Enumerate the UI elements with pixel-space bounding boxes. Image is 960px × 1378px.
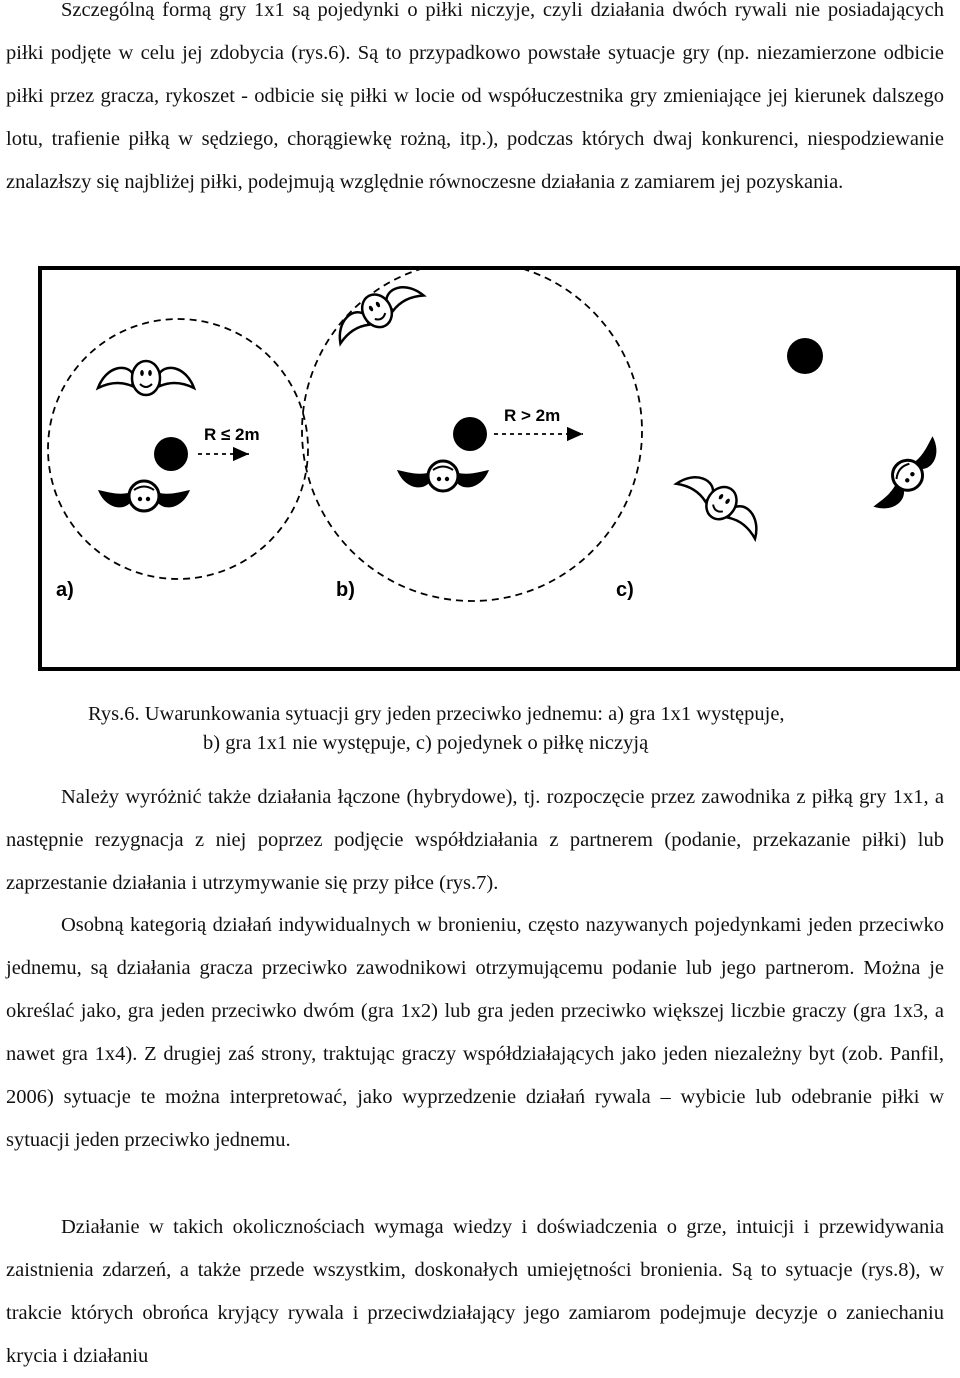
label-a: a) xyxy=(56,579,74,601)
ball-a xyxy=(154,437,188,471)
scene-b xyxy=(302,266,642,601)
paragraph-hybrid: Należy wyróżnić także działania łączone (hybrydowe), tj. rozpoczęcie przez zawodnika z piłką gry 1x1, a następnie rezygnacja z niej poprzez podjęcie współdziałania z partnerem (podanie, przekazanie piłki) lub zaprzestanie działania i utrzymywanie się przy piłce (rys.7). xyxy=(6,786,944,894)
ball-c xyxy=(787,338,823,374)
figure-rys6 xyxy=(38,266,960,671)
defender-icon-b xyxy=(397,461,489,491)
defender-icon-a xyxy=(98,481,190,511)
attacker-icon-a xyxy=(98,361,194,395)
figure-caption-line2: b) gra 1x1 nie występuje, c) pojedynek o piłkę niczyją xyxy=(203,732,649,754)
ball-b xyxy=(453,417,487,451)
label-c: c) xyxy=(616,579,634,601)
paragraph-intro: Szczególną formą gry 1x1 są pojedynki o piłki niczyje, czyli działania dwóch rywali nie posiadających piłki podjęte w celu jej zdobycia (rys.6). Są to przypadkowo powstałe sytuacje gry (np. niezamierzone odbicie piłki przez gracza, rykoszet - odbicie się piłki w locie od współuczestnika gry zmieniające jej kierunek dalszego lotu, trafienie piłką w sędziego, chorągiewkę rożną, itp.), podczas których dwaj konkurenci, niespodziewanie znalazłszy się najbliżej piłki, podejmują względnie równoczesne działania z zamiarem jej pozyskania. xyxy=(6,0,944,193)
label-b: b) xyxy=(336,579,355,601)
paragraph-defense: Osobną kategorią działań indywidualnych w bronieniu, często nazywanych pojedynkami jeden przeciwko jednemu, są działania gracza przeciwko zawodnikowi otrzymującemu podanie lub jego partnerom. Można je określać jako, gra jeden przeciwko dwóm (gra 1x2) lub gra jeden przeciwko większej liczbie graczy (gra 1x3, a nawet gra 1x4). Z drugiej zaś strony, traktując graczy współdziałających jako jeden niezależny byt (zob. Panfil, 2006) sytuacje te można interpretować, jako wyprzedzenie działań rywala – wybicie lub odebranie piłki w sytuacji jeden przeciwko jednemu. xyxy=(6,914,944,1151)
radius-label-a: R ≤ 2m xyxy=(204,425,260,444)
paragraph-circumstances: Działanie w takich okolicznościach wymaga wiedzy i doświadczenia o grze, intuicji i przewidywania zaistnienia zdarzeń, a także przede wszystkim, doskonałych umiejętności bronienia. Są to sytuacje (rys.8), w trakcie których obrońca kryjący rywala i przeciwdziałający jego zamiarom podejmuje decyzje o zaniechaniu krycia i działaniu xyxy=(6,1216,944,1367)
attacker-icon-c xyxy=(672,462,770,545)
figure-caption-line1: Rys.6. Uwarunkowania sytuacji gry jeden przeciwko jednemu: a) gra 1x1 występuje, xyxy=(88,703,785,725)
scene-c xyxy=(672,338,948,545)
scene-a xyxy=(48,319,308,579)
radius-label-b: R > 2m xyxy=(504,406,561,425)
defender-icon-c xyxy=(866,430,948,520)
attacker-icon-b xyxy=(327,272,427,349)
